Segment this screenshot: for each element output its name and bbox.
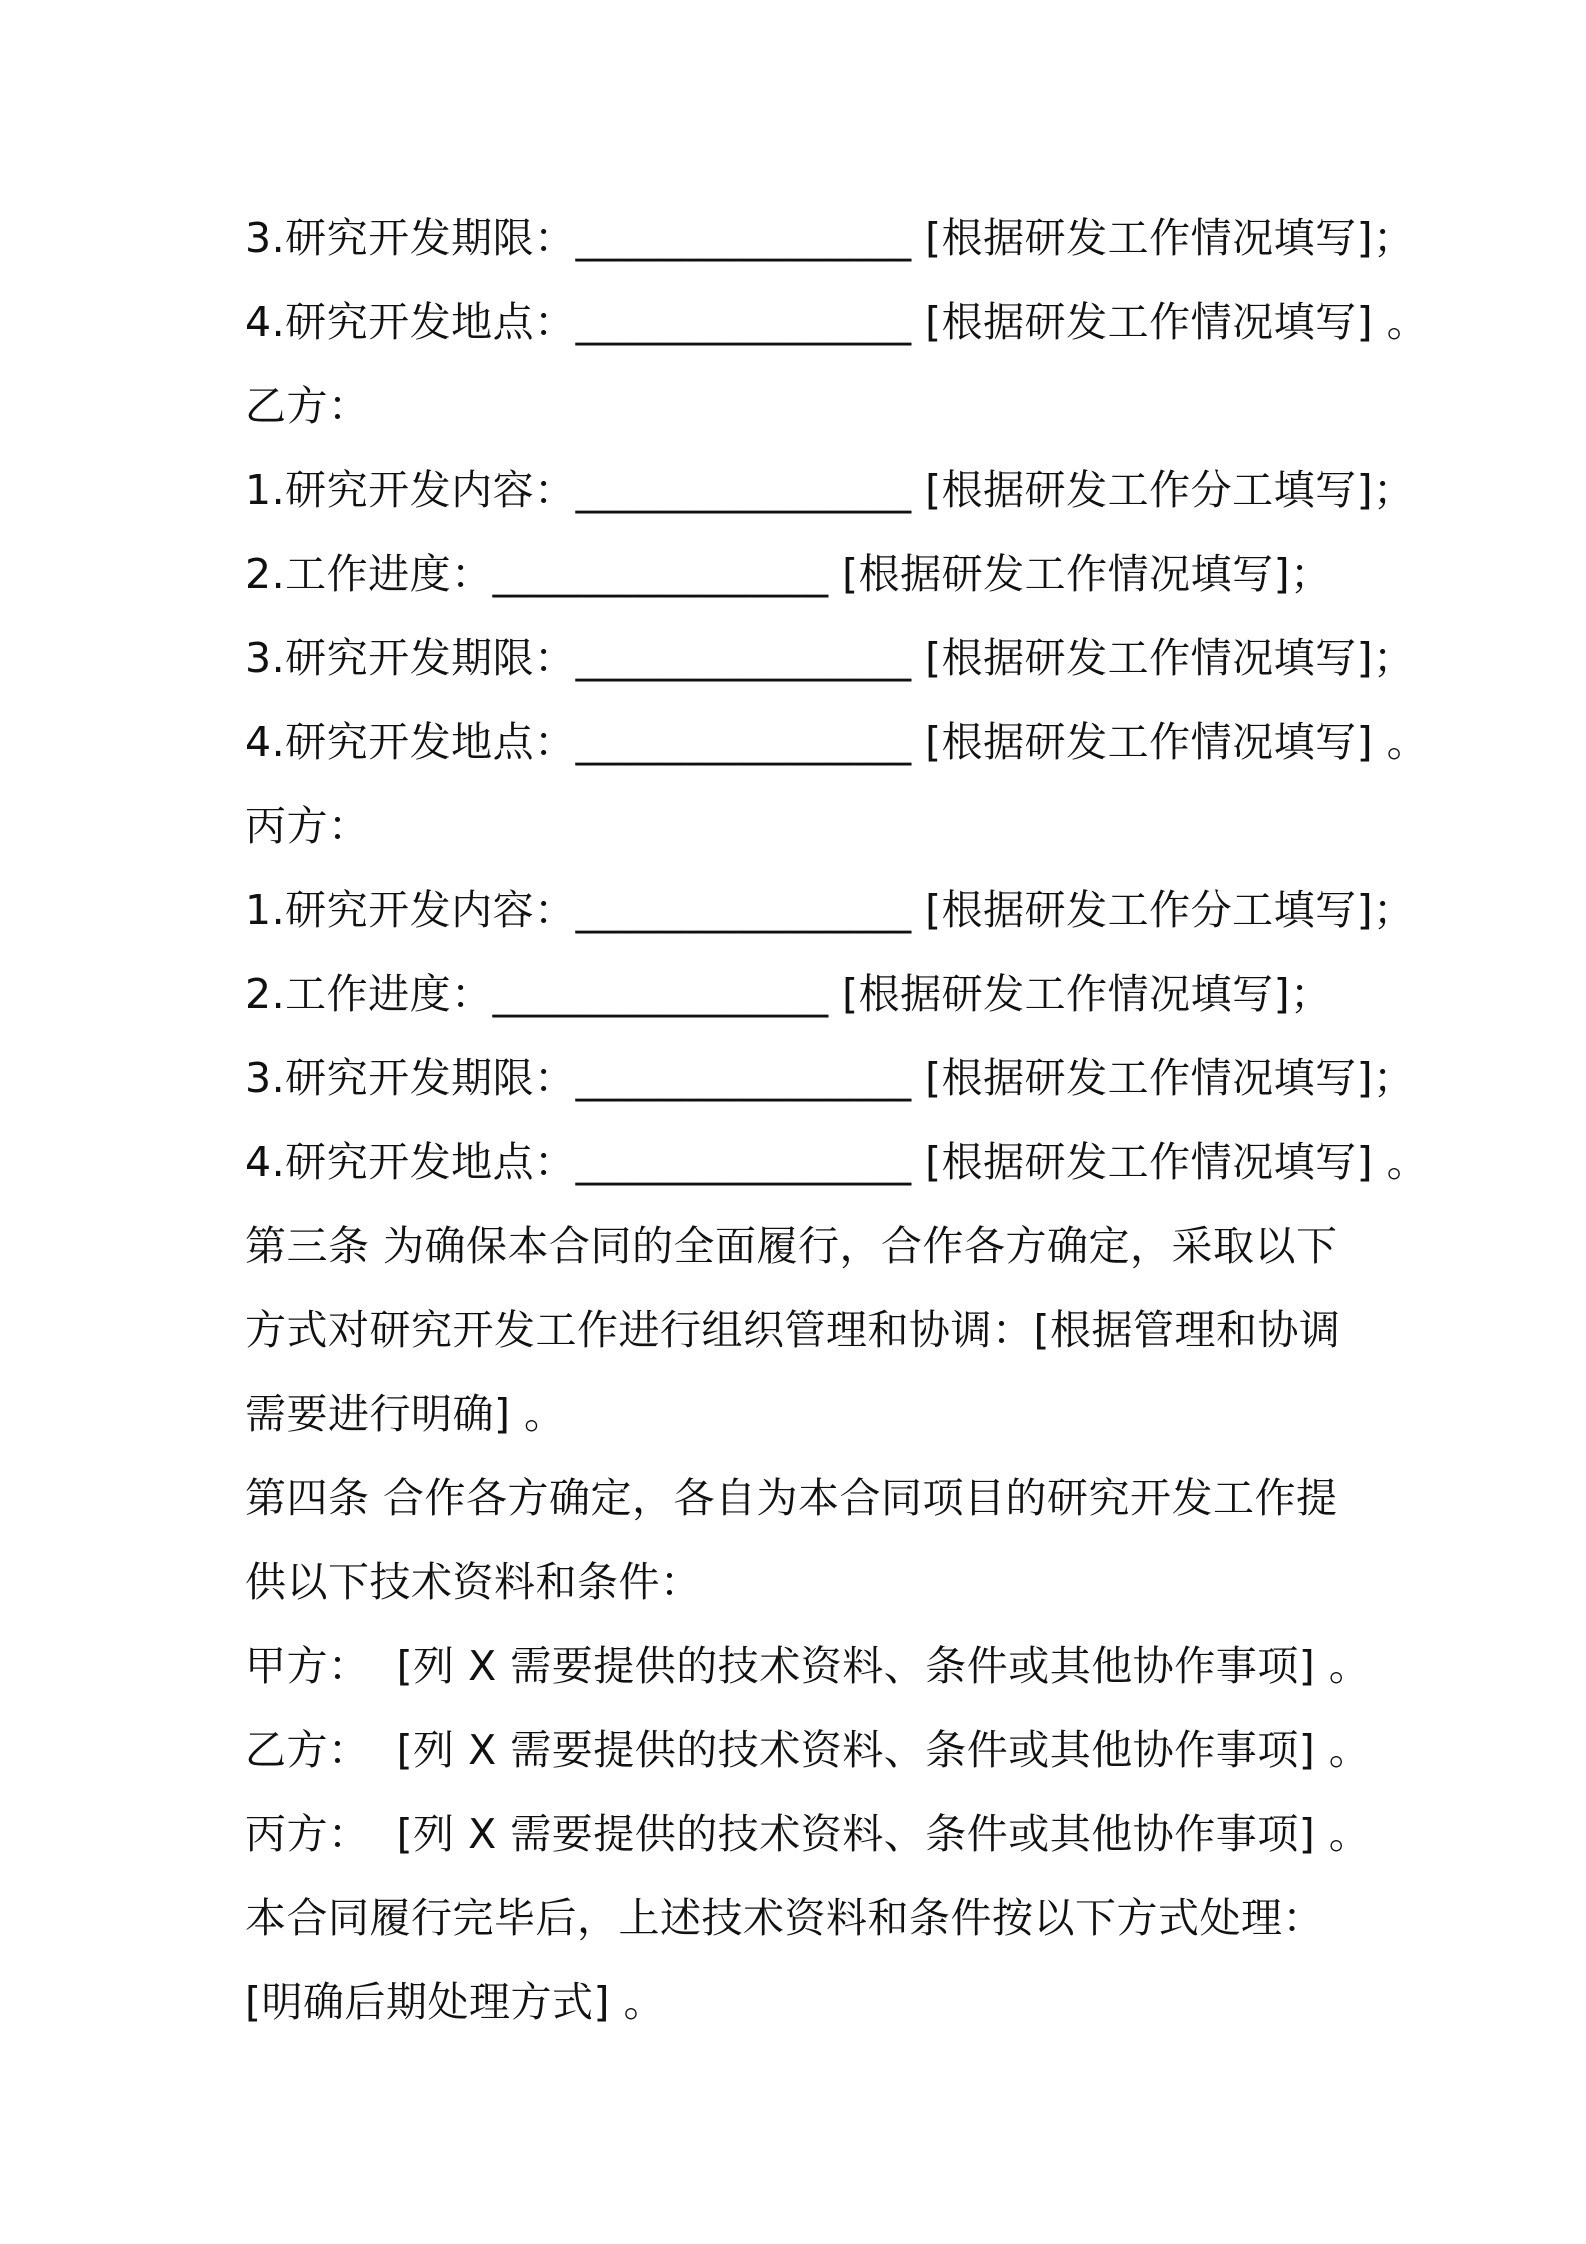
article-4: 第四条 合作各方确定，各自为本合同项目的研究开发工作提供以下技术资料和条件： bbox=[245, 1474, 1338, 1606]
party-b-item-4: 4.研究开发地点：________________ [根据研发工作情况填写] 。 bbox=[245, 718, 1429, 766]
article-3: 第三条 为确保本合同的全面履行，合作各方确定，采取以下方式对研究开发工作进行组织管理和协调：[根据管理和协调需要进行明确] 。 bbox=[245, 1222, 1341, 1438]
party-c-item-3: 3.研究开发期限：________________ [根据研发工作情况填写]； bbox=[245, 1054, 1415, 1102]
party-b-label: 乙方： bbox=[245, 382, 370, 430]
party-a-item-4: 4.研究开发地点：________________ [根据研发工作情况填写] 。 bbox=[245, 298, 1429, 346]
party-c-item-4: 4.研究开发地点：________________ [根据研发工作情况填写] 。 bbox=[245, 1138, 1429, 1186]
contract-page bbox=[245, 196, 1429, 2044]
party-a-item-3: 3.研究开发期限：________________ [根据研发工作情况填写]； bbox=[245, 214, 1415, 262]
after-completion-detail: [明确后期处理方式] 。 bbox=[245, 1978, 666, 2026]
provision-party-c: 丙方： [列 X 需要提供的技术资料、条件或其他协作事项] 。 bbox=[245, 1810, 1371, 1858]
party-b-item-1: 1.研究开发内容：________________ [根据研发工作分工填写]； bbox=[245, 466, 1415, 514]
after-completion: 本合同履行完毕后，上述技术资料和条件按以下方式处理： bbox=[245, 1894, 1324, 1942]
party-b-item-2: 2.工作进度：________________ [根据研发工作情况填写]； bbox=[245, 550, 1332, 598]
provision-party-b: 乙方： [列 X 需要提供的技术资料、条件或其他协作事项] 。 bbox=[245, 1726, 1371, 1774]
party-b-item-3: 3.研究开发期限：________________ [根据研发工作情况填写]； bbox=[245, 634, 1415, 682]
provision-party-a: 甲方： [列 X 需要提供的技术资料、条件或其他协作事项] 。 bbox=[245, 1642, 1371, 1690]
party-c-label: 丙方： bbox=[245, 802, 370, 850]
party-c-item-2: 2.工作进度：________________ [根据研发工作情况填写]； bbox=[245, 970, 1332, 1018]
party-c-item-1: 1.研究开发内容：________________ [根据研发工作分工填写]； bbox=[245, 886, 1415, 934]
